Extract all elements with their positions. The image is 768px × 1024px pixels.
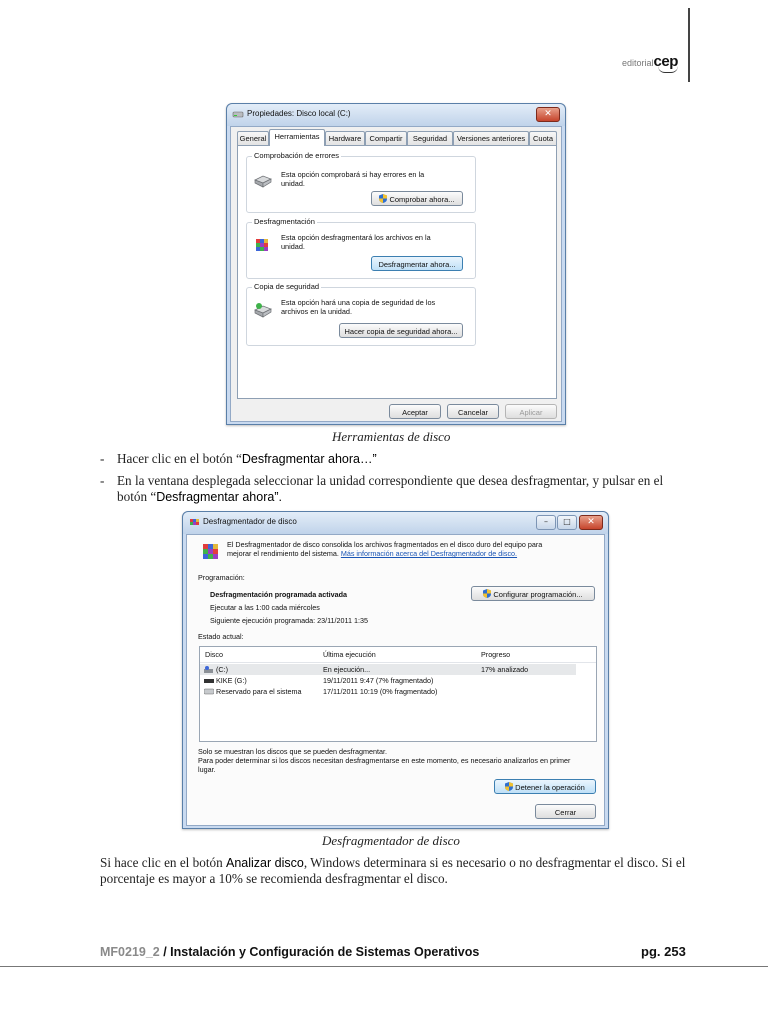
close-button[interactable] xyxy=(536,107,560,122)
window-title: Propiedades: Disco local (C:) xyxy=(247,109,351,118)
intro-text: mejorar el rendimiento del sistema. xyxy=(227,549,339,558)
footer-divider xyxy=(0,966,768,967)
bullet-dash: - xyxy=(100,451,105,466)
schedule-next-run: Siguiente ejecución programada: 23/11/2011 1:35 xyxy=(210,616,368,625)
more-info-link[interactable]: Más información acerca del Desfragmentador de disco. xyxy=(340,549,518,558)
backup-icon xyxy=(253,302,273,320)
disk-name: (C:) xyxy=(216,665,228,674)
uac-shield-icon xyxy=(483,589,491,598)
window-client xyxy=(186,534,605,826)
tab-panel-herramientas xyxy=(237,145,557,399)
logo-smile-icon xyxy=(658,66,678,73)
table-row[interactable] xyxy=(200,664,576,675)
figure-caption: Desfragmentador de disco xyxy=(322,833,460,848)
schedule-run-time: Ejecutar a las 1:00 cada miércoles xyxy=(210,603,320,612)
brand-prefix: editorial xyxy=(622,58,654,68)
note-text: lugar. xyxy=(198,765,216,774)
column-header-last-run[interactable]: Última ejecución xyxy=(323,650,376,659)
properties-window xyxy=(226,103,566,425)
list-header xyxy=(200,649,596,660)
group-error-checking xyxy=(246,151,476,213)
note-text: Solo se muestran los discos que se pueden desfragmentar. xyxy=(198,747,387,756)
bullet-dash: - xyxy=(100,473,105,488)
defragmenter-window xyxy=(182,511,609,829)
progress: 17% analizado xyxy=(481,665,529,674)
minimize-button[interactable] xyxy=(536,515,556,530)
tab-general[interactable]: General xyxy=(237,131,269,145)
last-run: En ejecución... xyxy=(323,665,371,674)
tab-herramientas[interactable]: Herramientas xyxy=(269,129,325,146)
disk-name: Reservado para el sistema xyxy=(216,687,302,696)
defrag-icon xyxy=(201,541,221,561)
schedule-heading: Programación: xyxy=(198,573,245,582)
tab-compartir[interactable]: Compartir xyxy=(365,131,407,145)
paragraph-bold-text: Analizar disco xyxy=(225,856,304,870)
bullet-text: En la ventana desplegada seleccionar la unidad correspondiente que desea desfragmentar, y pulsar en el botón “ xyxy=(117,473,664,504)
configure-schedule-button[interactable] xyxy=(471,586,595,601)
stop-operation-button[interactable] xyxy=(494,779,596,794)
last-run: 17/11/2011 10:19 (0% fragmentado) xyxy=(323,687,438,696)
close-dialog-button[interactable]: Cerrar xyxy=(535,804,596,819)
system-drive-icon xyxy=(204,666,214,674)
window-client xyxy=(230,126,562,422)
bullet-bold-text: Desfragmentar ahora…” xyxy=(241,452,377,466)
usb-drive-icon xyxy=(204,678,214,684)
tab-versiones-anteriores[interactable]: Versiones anteriores xyxy=(453,131,529,145)
column-header-progress[interactable]: Progreso xyxy=(481,650,511,659)
footer-title xyxy=(100,945,479,959)
button-label: Comprobar ahora... xyxy=(389,195,455,204)
uac-shield-icon xyxy=(379,194,387,203)
cancel-button[interactable]: Cancelar xyxy=(447,404,499,419)
close-icon: ✕ xyxy=(587,517,595,527)
disk-list xyxy=(199,646,597,742)
group-description: Esta opción hará una copia de seguridad de los archivos en la unidad. xyxy=(281,298,436,316)
button-label: Hacer copia de seguridad ahora... xyxy=(344,327,458,336)
brand-name: cep xyxy=(653,53,678,70)
close-button[interactable] xyxy=(579,515,603,530)
bullet-item xyxy=(100,473,694,505)
maximize-button[interactable] xyxy=(557,515,577,530)
hard-drive-icon xyxy=(253,173,273,189)
bullet-bold-text: Desfragmentar ahora”. xyxy=(156,490,282,504)
maximize-icon: □ xyxy=(563,517,571,526)
course-title: / Instalación y Configuración de Sistemas Operativos xyxy=(159,945,480,959)
body-paragraph xyxy=(100,855,695,887)
minimize-icon: – xyxy=(544,517,548,526)
uac-shield-icon xyxy=(505,782,513,791)
intro-text: El Desfragmentador de disco consolida los archivos fragmentados en el disco duro del equipo para xyxy=(227,540,543,549)
title-bar xyxy=(227,104,565,126)
page-number: pg. 253 xyxy=(641,944,686,959)
drive-icon xyxy=(232,109,244,120)
figure-caption: Herramientas de disco xyxy=(332,429,451,444)
tab-cuota[interactable]: Cuota xyxy=(529,131,557,145)
schedule-status: Desfragmentación programada activada xyxy=(210,590,348,599)
disk-name: KIKE (G:) xyxy=(216,676,247,685)
defrag-icon xyxy=(254,236,272,254)
note-text: Para poder determinar si los discos necesitan desfragmentarse en este momento, es necesario analizarlos en primer xyxy=(198,756,571,765)
button-label: Configurar programación... xyxy=(493,590,583,599)
paragraph-text: Si hace clic en el botón xyxy=(100,855,226,870)
group-defragmentation xyxy=(246,217,476,279)
button-label: Desfragmentar ahora... xyxy=(378,260,456,269)
defragment-now-button[interactable] xyxy=(371,256,463,271)
group-description: Esta opción desfragmentará los archivos en la unidad. xyxy=(281,233,431,251)
bullet-text: Hacer clic en el botón “ xyxy=(117,451,242,466)
close-icon: ✕ xyxy=(544,109,552,119)
group-label: Comprobación de errores xyxy=(254,151,340,160)
table-row[interactable] xyxy=(200,686,596,697)
current-state-heading: Estado actual: xyxy=(198,632,244,641)
course-code: MF0219_2 xyxy=(100,945,160,959)
table-row[interactable] xyxy=(200,675,596,686)
bullet-item xyxy=(100,451,692,467)
header-divider xyxy=(688,8,690,82)
window-title: Desfragmentador de disco xyxy=(203,517,297,526)
group-backup xyxy=(246,282,476,346)
publisher-logo xyxy=(622,53,678,70)
group-label: Desfragmentación xyxy=(254,217,315,226)
backup-now-button[interactable] xyxy=(339,323,463,338)
defrag-app-icon xyxy=(189,517,201,528)
button-label: Detener la operación xyxy=(515,783,585,792)
last-run: 19/11/2011 9:47 (7% fragmentado) xyxy=(323,676,434,685)
paragraph-text: , Windows determinara si es necesario o no desfragmentar el disco. Si el porcentaje es mayor a 10% se recomienda desfragmentar el disco. xyxy=(100,855,686,886)
group-label: Copia de seguridad xyxy=(254,282,320,291)
tab-seguridad[interactable]: Seguridad xyxy=(407,131,453,145)
check-now-button[interactable] xyxy=(371,191,463,206)
tab-hardware[interactable]: Hardware xyxy=(325,131,365,145)
group-description: Esta opción comprobará si hay errores en la unidad. xyxy=(281,170,425,188)
column-header-disk[interactable]: Disco xyxy=(205,650,223,659)
apply-button[interactable]: Aplicar xyxy=(505,404,557,419)
hard-drive-icon xyxy=(204,688,214,695)
ok-button[interactable]: Aceptar xyxy=(389,404,441,419)
title-bar xyxy=(183,512,608,534)
